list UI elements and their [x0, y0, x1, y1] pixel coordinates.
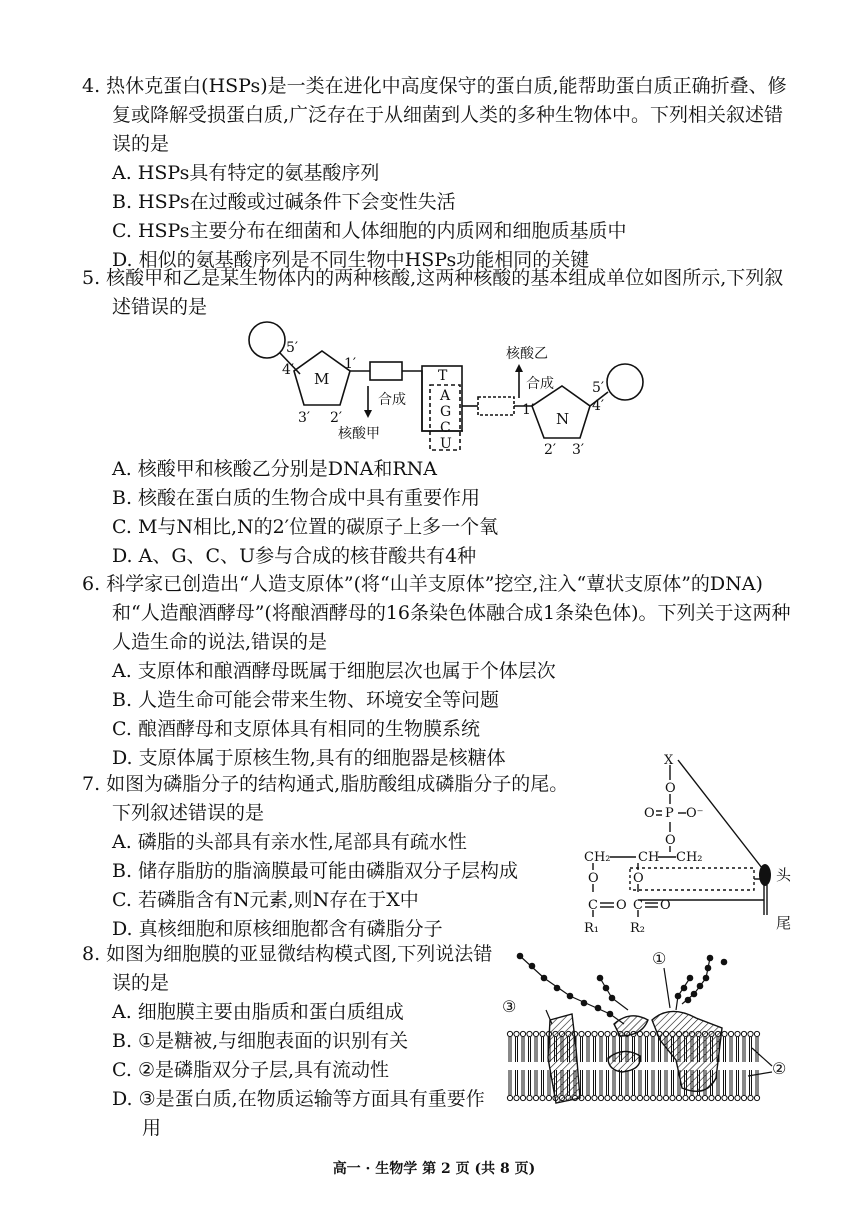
lipid-head	[644, 1031, 649, 1036]
option-b: B. 核酸在蛋白质的生物合成中具有重要作用	[112, 487, 481, 509]
option-c: C. HSPs主要分布在细菌和人体细胞的内质网和细胞质基质中	[112, 220, 627, 242]
cell-membrane-diagram	[500, 948, 800, 1118]
protein-inner	[608, 1051, 640, 1072]
lipid-head	[527, 1095, 532, 1100]
lipid-head	[598, 1031, 603, 1036]
base-box-right	[478, 397, 514, 415]
label-3: ③	[502, 997, 517, 1016]
label-o-left: O	[588, 871, 599, 886]
lipid-tail	[652, 1070, 654, 1095]
label-1prime-right: 1′	[522, 402, 535, 418]
lipid-head	[741, 1095, 746, 1100]
lipid-head	[670, 1095, 675, 1100]
base-box-left	[370, 362, 402, 380]
lipid-tail	[620, 1070, 622, 1095]
question-8	[82, 940, 502, 1143]
lipid-tail	[542, 1037, 544, 1062]
lipid-tail	[639, 1070, 641, 1095]
lipid-head	[650, 1095, 655, 1100]
lipid-tail	[548, 1070, 550, 1095]
lipid-tail	[756, 1070, 758, 1095]
label-2prime-right: 2′	[544, 442, 557, 458]
lipid-head	[631, 1095, 636, 1100]
label-c-left: C	[588, 898, 598, 913]
option-b: B. HSPs在过酸或过碱条件下会变性失活	[112, 191, 456, 213]
label-2: ②	[772, 1059, 787, 1078]
lipid-head	[728, 1095, 733, 1100]
lipid-tail	[522, 1070, 524, 1095]
option-d: D. 相似的氨基酸序列是不同生物中HSPs功能相同的关键	[112, 249, 590, 271]
lipid-head	[605, 1031, 610, 1036]
label-o-c-left: O	[616, 898, 627, 913]
lipid-tail	[743, 1070, 745, 1095]
question-stem: 6. 科学家已创造出“人造支原体”(将“山羊支原体”挖空,注入“蕈状支原体”的DNA)和“人造酿酒酵母”(将酿酒酵母的16条染色体融合成1条染色体)。下列关于这两种人造生命的说法,错误的是	[82, 573, 791, 653]
option-a: A. 支原体和酿酒酵母既属于细胞层次也属于个体层次	[112, 660, 556, 682]
label-o-mid: O	[665, 833, 676, 848]
label-x: X	[664, 753, 674, 768]
label-4prime: 4′	[282, 362, 295, 378]
option-a: A. 细胞膜主要由脂质和蛋白质组成	[112, 1001, 404, 1023]
label-p: P	[665, 806, 674, 821]
protein-3	[548, 1014, 580, 1103]
lipid-head	[611, 1095, 616, 1100]
lipid-head	[741, 1031, 746, 1036]
lipid-head	[507, 1095, 512, 1100]
label-3prime-right: 3′	[572, 442, 585, 458]
sugar-m-label: M	[314, 370, 330, 388]
lipid-tail	[600, 1037, 602, 1062]
sugar-n-label: N	[556, 410, 570, 428]
lipid-tail	[633, 1070, 635, 1095]
lipid-tail	[672, 1070, 674, 1095]
lipid-tail	[535, 1037, 537, 1062]
lipid-tail	[522, 1037, 524, 1062]
option-d: D. 真核细胞和原核细胞都含有磷脂分子	[112, 918, 443, 940]
label-r2: R₂	[630, 921, 645, 936]
lipid-tail	[730, 1070, 732, 1095]
label-5prime: 5′	[286, 340, 299, 356]
lipid-tail	[607, 1070, 609, 1095]
synth-label-right: 合成	[526, 376, 554, 392]
lipid-head	[715, 1095, 720, 1100]
lipid-tail	[652, 1037, 654, 1062]
lipid-tail	[587, 1037, 589, 1062]
option-c: C. 酿酒酵母和支原体具有相同的生物膜系统	[112, 718, 480, 740]
lipid-head	[709, 1095, 714, 1100]
lipid-tail	[509, 1070, 511, 1095]
label-o-double: O	[644, 806, 655, 821]
lipid-tail	[659, 1070, 661, 1095]
label-tail: 尾	[776, 914, 792, 932]
phosphate-circle-right	[607, 364, 643, 400]
lipid-head	[514, 1031, 519, 1036]
lipid-head	[585, 1095, 590, 1100]
lipid-head	[579, 1031, 584, 1036]
lipid-head	[520, 1031, 525, 1036]
head-oval	[759, 864, 771, 886]
nucleic-b-label: 核酸乙	[506, 346, 548, 362]
base-g: G	[440, 404, 452, 420]
lipid-head	[644, 1095, 649, 1100]
lipid-head	[605, 1095, 610, 1100]
label-2prime: 2′	[330, 410, 343, 426]
base-a: A	[440, 388, 451, 404]
lipid-tail	[737, 1037, 739, 1062]
protein-large	[652, 1011, 722, 1091]
lipid-tail	[750, 1037, 752, 1062]
label-head: 头	[776, 866, 792, 884]
lipid-tail	[542, 1070, 544, 1095]
lipid-head	[514, 1095, 519, 1100]
lipid-head	[657, 1095, 662, 1100]
lipid-head	[507, 1031, 512, 1036]
label-1prime: 1′	[344, 356, 357, 372]
lipid-tail	[581, 1070, 583, 1095]
base-u: U	[440, 436, 452, 452]
lipid-head	[696, 1095, 701, 1100]
lipid-tail	[509, 1037, 511, 1062]
lipid-tail	[529, 1070, 531, 1095]
page-footer: 高一 · 生物学 第 2 页 (共 8 页)	[332, 1161, 536, 1177]
lipid-head	[540, 1031, 545, 1036]
question-stem: 5. 核酸甲和乙是某生物体内的两种核酸,这两种核酸的基本组成单位如图所示,下列叙述错误的是	[82, 267, 784, 318]
option-b: B. 人造生命可能会带来生物、环境安全等问题	[112, 689, 500, 711]
lipid-head	[598, 1095, 603, 1100]
lipid-tail	[594, 1037, 596, 1062]
question-4	[82, 72, 802, 275]
lipid-head	[748, 1031, 753, 1036]
base-c: C	[440, 420, 451, 436]
label-o-top: O	[665, 781, 676, 796]
lipid-head	[540, 1095, 545, 1100]
lipid-tail	[646, 1070, 648, 1095]
question-5-options	[82, 455, 802, 571]
lipid-head	[748, 1095, 753, 1100]
option-b: B. 储存脂肪的脂滴膜最可能由磷脂双分子层构成	[112, 860, 519, 882]
question-6	[82, 570, 802, 773]
option-c: C. 若磷脂含有N元素,则N存在于X中	[112, 889, 419, 911]
lipid-head	[624, 1095, 629, 1100]
head-dashed-box	[630, 868, 754, 890]
phosphate-circle-left	[249, 322, 285, 358]
option-a: A. 核酸甲和核酸乙分别是DNA和RNA	[112, 458, 438, 480]
lipid-tail	[600, 1070, 602, 1095]
nucleotide-diagram	[230, 318, 670, 458]
lipid-head	[728, 1031, 733, 1036]
label-o-minus: O⁻	[686, 806, 704, 821]
lipid-head	[618, 1095, 623, 1100]
option-d: D. ③是蛋白质,在物质运输等方面具有重要作用	[112, 1088, 485, 1139]
question-5	[82, 264, 802, 322]
option-c: C. ②是磷脂双分子层,具有流动性	[112, 1059, 390, 1081]
lipid-head	[650, 1031, 655, 1036]
arrow-down-icon	[364, 410, 372, 418]
option-b: B. ①是糖被,与细胞表面的识别有关	[112, 1030, 409, 1052]
lipid-tail	[724, 1037, 726, 1062]
lipid-tail	[581, 1037, 583, 1062]
lipid-head	[520, 1095, 525, 1100]
option-a: A. HSPs具有特定的氨基酸序列	[112, 162, 380, 184]
lipid-tail	[730, 1037, 732, 1062]
lipid-head	[585, 1031, 590, 1036]
option-c: C. M与N相比,N的2′位置的碳原子上多一个氧	[112, 516, 499, 538]
label-o-c-right: O	[660, 898, 671, 913]
lipid-head	[546, 1095, 551, 1100]
option-d: D. A、G、C、U参与合成的核苷酸共有4种	[112, 545, 477, 567]
label-3prime: 3′	[298, 410, 311, 426]
base-t: T	[438, 368, 448, 384]
lipid-tail	[594, 1070, 596, 1095]
lipid-tail	[717, 1070, 719, 1095]
lipid-head	[754, 1095, 759, 1100]
lipid-tail	[743, 1037, 745, 1062]
lipid-tail	[665, 1070, 667, 1095]
synth-label-left: 合成	[378, 392, 406, 408]
lipid-tail	[535, 1070, 537, 1095]
lipid-tail	[646, 1037, 648, 1062]
label-5prime-right: 5′	[592, 380, 605, 396]
lipid-head	[637, 1095, 642, 1100]
lipid-head	[533, 1031, 538, 1036]
lipid-head	[702, 1095, 707, 1100]
lipid-head	[592, 1031, 597, 1036]
lipid-head	[663, 1095, 668, 1100]
lipid-head	[754, 1031, 759, 1036]
lipid-tail	[587, 1070, 589, 1095]
lipid-head	[527, 1031, 532, 1036]
option-d: D. 支原体属于原核生物,具有的细胞器是核糖体	[112, 747, 506, 769]
question-stem: 7. 如图为磷脂分子的结构通式,脂肪酸组成磷脂分子的尾。下列叙述错误的是	[82, 773, 569, 824]
label-ch: CH	[638, 850, 660, 865]
lipid-head	[735, 1095, 740, 1100]
lipid-head	[676, 1095, 681, 1100]
lipid-tail	[750, 1070, 752, 1095]
phospholipid-diagram	[580, 750, 805, 945]
label-4prime-right: 4′	[592, 398, 605, 414]
option-a: A. 磷脂的头部具有亲水性,尾部具有疏水性	[112, 831, 467, 853]
lipid-head	[611, 1031, 616, 1036]
question-7	[82, 770, 582, 944]
label-o-right: O	[633, 871, 644, 886]
lipid-head	[683, 1095, 688, 1100]
lipid-head	[722, 1031, 727, 1036]
lipid-head	[592, 1095, 597, 1100]
lipid-head	[735, 1031, 740, 1036]
lipid-tail	[613, 1070, 615, 1095]
lipid-tail	[626, 1070, 628, 1095]
lipid-tail	[737, 1070, 739, 1095]
lipid-head	[722, 1095, 727, 1100]
label-ch2-right: CH₂	[676, 850, 703, 865]
nucleic-a-label: 核酸甲	[338, 426, 380, 442]
lipid-head	[689, 1095, 694, 1100]
lipid-tail	[756, 1037, 758, 1062]
lipid-head	[533, 1095, 538, 1100]
lipid-tail	[529, 1037, 531, 1062]
label-r1: R₁	[584, 921, 599, 936]
label-c-right: C	[633, 898, 643, 913]
arrow-up-icon	[515, 364, 523, 372]
question-stem: 8. 如图为细胞膜的亚显微结构模式图,下列说法错误的是	[82, 943, 493, 994]
label-1: ①	[652, 949, 667, 968]
lipid-tail	[516, 1070, 518, 1095]
lipid-tail	[516, 1037, 518, 1062]
question-stem: 4. 热休克蛋白(HSPs)是一类在进化中高度保守的蛋白质,能帮助蛋白质正确折叠、修复或降解受损蛋白质,广泛存在于从细菌到人类的多种生物体中。下列相关叙述错误的是	[82, 75, 787, 155]
label-ch2-left: CH₂	[584, 850, 611, 865]
lipid-tail	[724, 1070, 726, 1095]
